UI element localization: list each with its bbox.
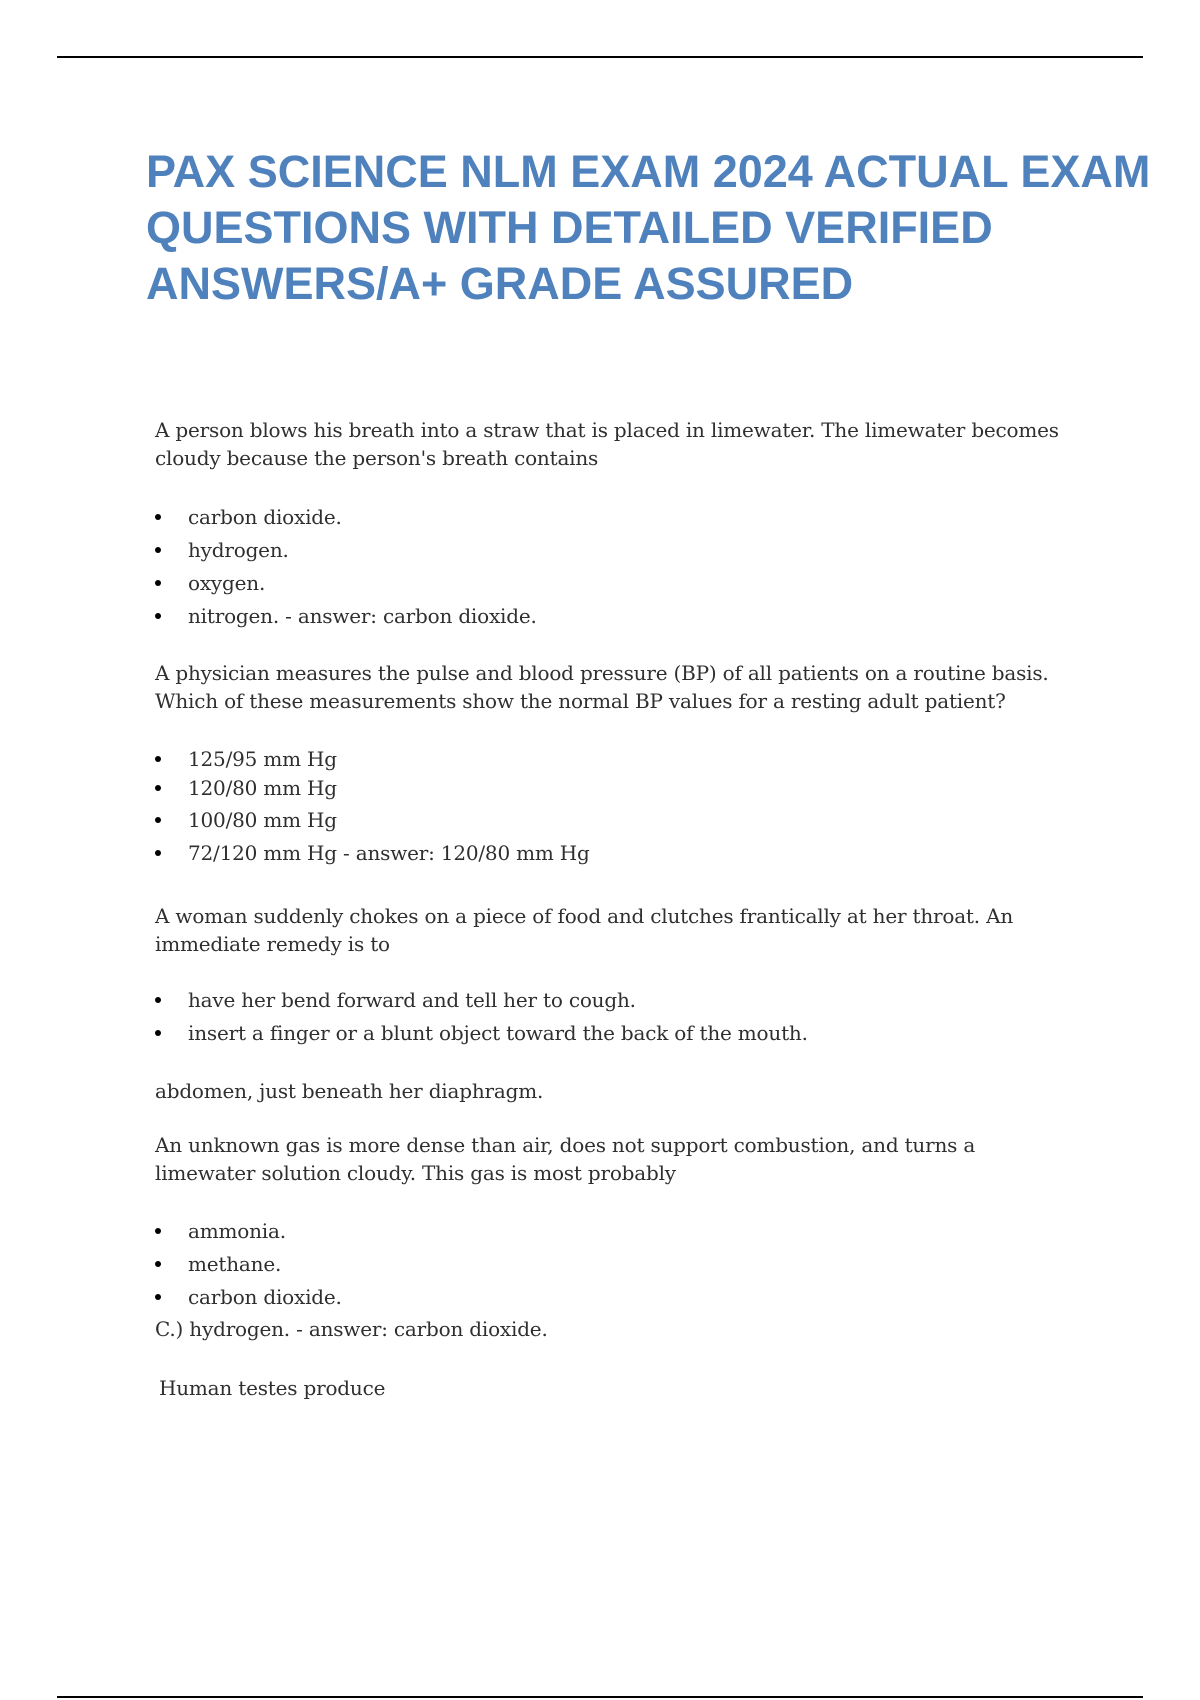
footer-rule (57, 1696, 1143, 1698)
bullet-icon (155, 1294, 161, 1300)
bullet-icon (155, 997, 161, 1003)
bullet-icon (155, 756, 161, 762)
title-line-2: QUESTIONS WITH DETAILED VERIFIED (146, 202, 993, 253)
question-5: Human testes produce (159, 1376, 386, 1400)
question-1 (155, 416, 1059, 472)
question-3 (155, 902, 1013, 958)
question-4 (155, 1131, 975, 1187)
question-3-line-1: A woman suddenly chokes on a piece of food and clutches frantically at her throat. An (155, 904, 1014, 928)
bullet-icon (155, 817, 161, 823)
bullet-icon (155, 1030, 161, 1036)
question-2-line-2: Which of these measurements show the normal BP values for a resting adult patient? (155, 689, 1006, 713)
question-4-answer: C.) hydrogen. - answer: carbon dioxide. (155, 1317, 548, 1341)
header-rule (57, 56, 1143, 58)
bullet-icon (155, 785, 161, 791)
bullet-icon (155, 1228, 161, 1234)
question-2-line-1: A physician measures the pulse and blood pressure (BP) of all patients on a routine basis. (155, 661, 1049, 685)
title-line-3: ANSWERS/A+ GRADE ASSURED (146, 258, 854, 309)
question-1-line-2: cloudy because the person's breath contains (155, 446, 599, 470)
bullet-icon (155, 850, 161, 856)
question-4-line-1: An unknown gas is more dense than air, does not support combustion, and turns a (155, 1133, 976, 1157)
bullet-icon (155, 580, 161, 586)
bullet-icon (155, 1261, 161, 1267)
question-4-line-2: limewater solution cloudy. This gas is most probably (155, 1161, 676, 1185)
question-3-fragment: abdomen, just beneath her diaphragm. (155, 1079, 544, 1103)
title-line-1: PAX SCIENCE NLM EXAM 2024 ACTUAL EXAM (146, 146, 1151, 197)
bullet-icon (155, 547, 161, 553)
bullet-icon (155, 514, 161, 520)
question-1-line-1: A person blows his breath into a straw that is placed in limewater. The limewater becomes (155, 418, 1059, 442)
question-3-line-2: immediate remedy is to (155, 932, 390, 956)
document-title (146, 144, 1200, 312)
bullet-icon (155, 613, 161, 619)
question-2 (155, 659, 1049, 715)
